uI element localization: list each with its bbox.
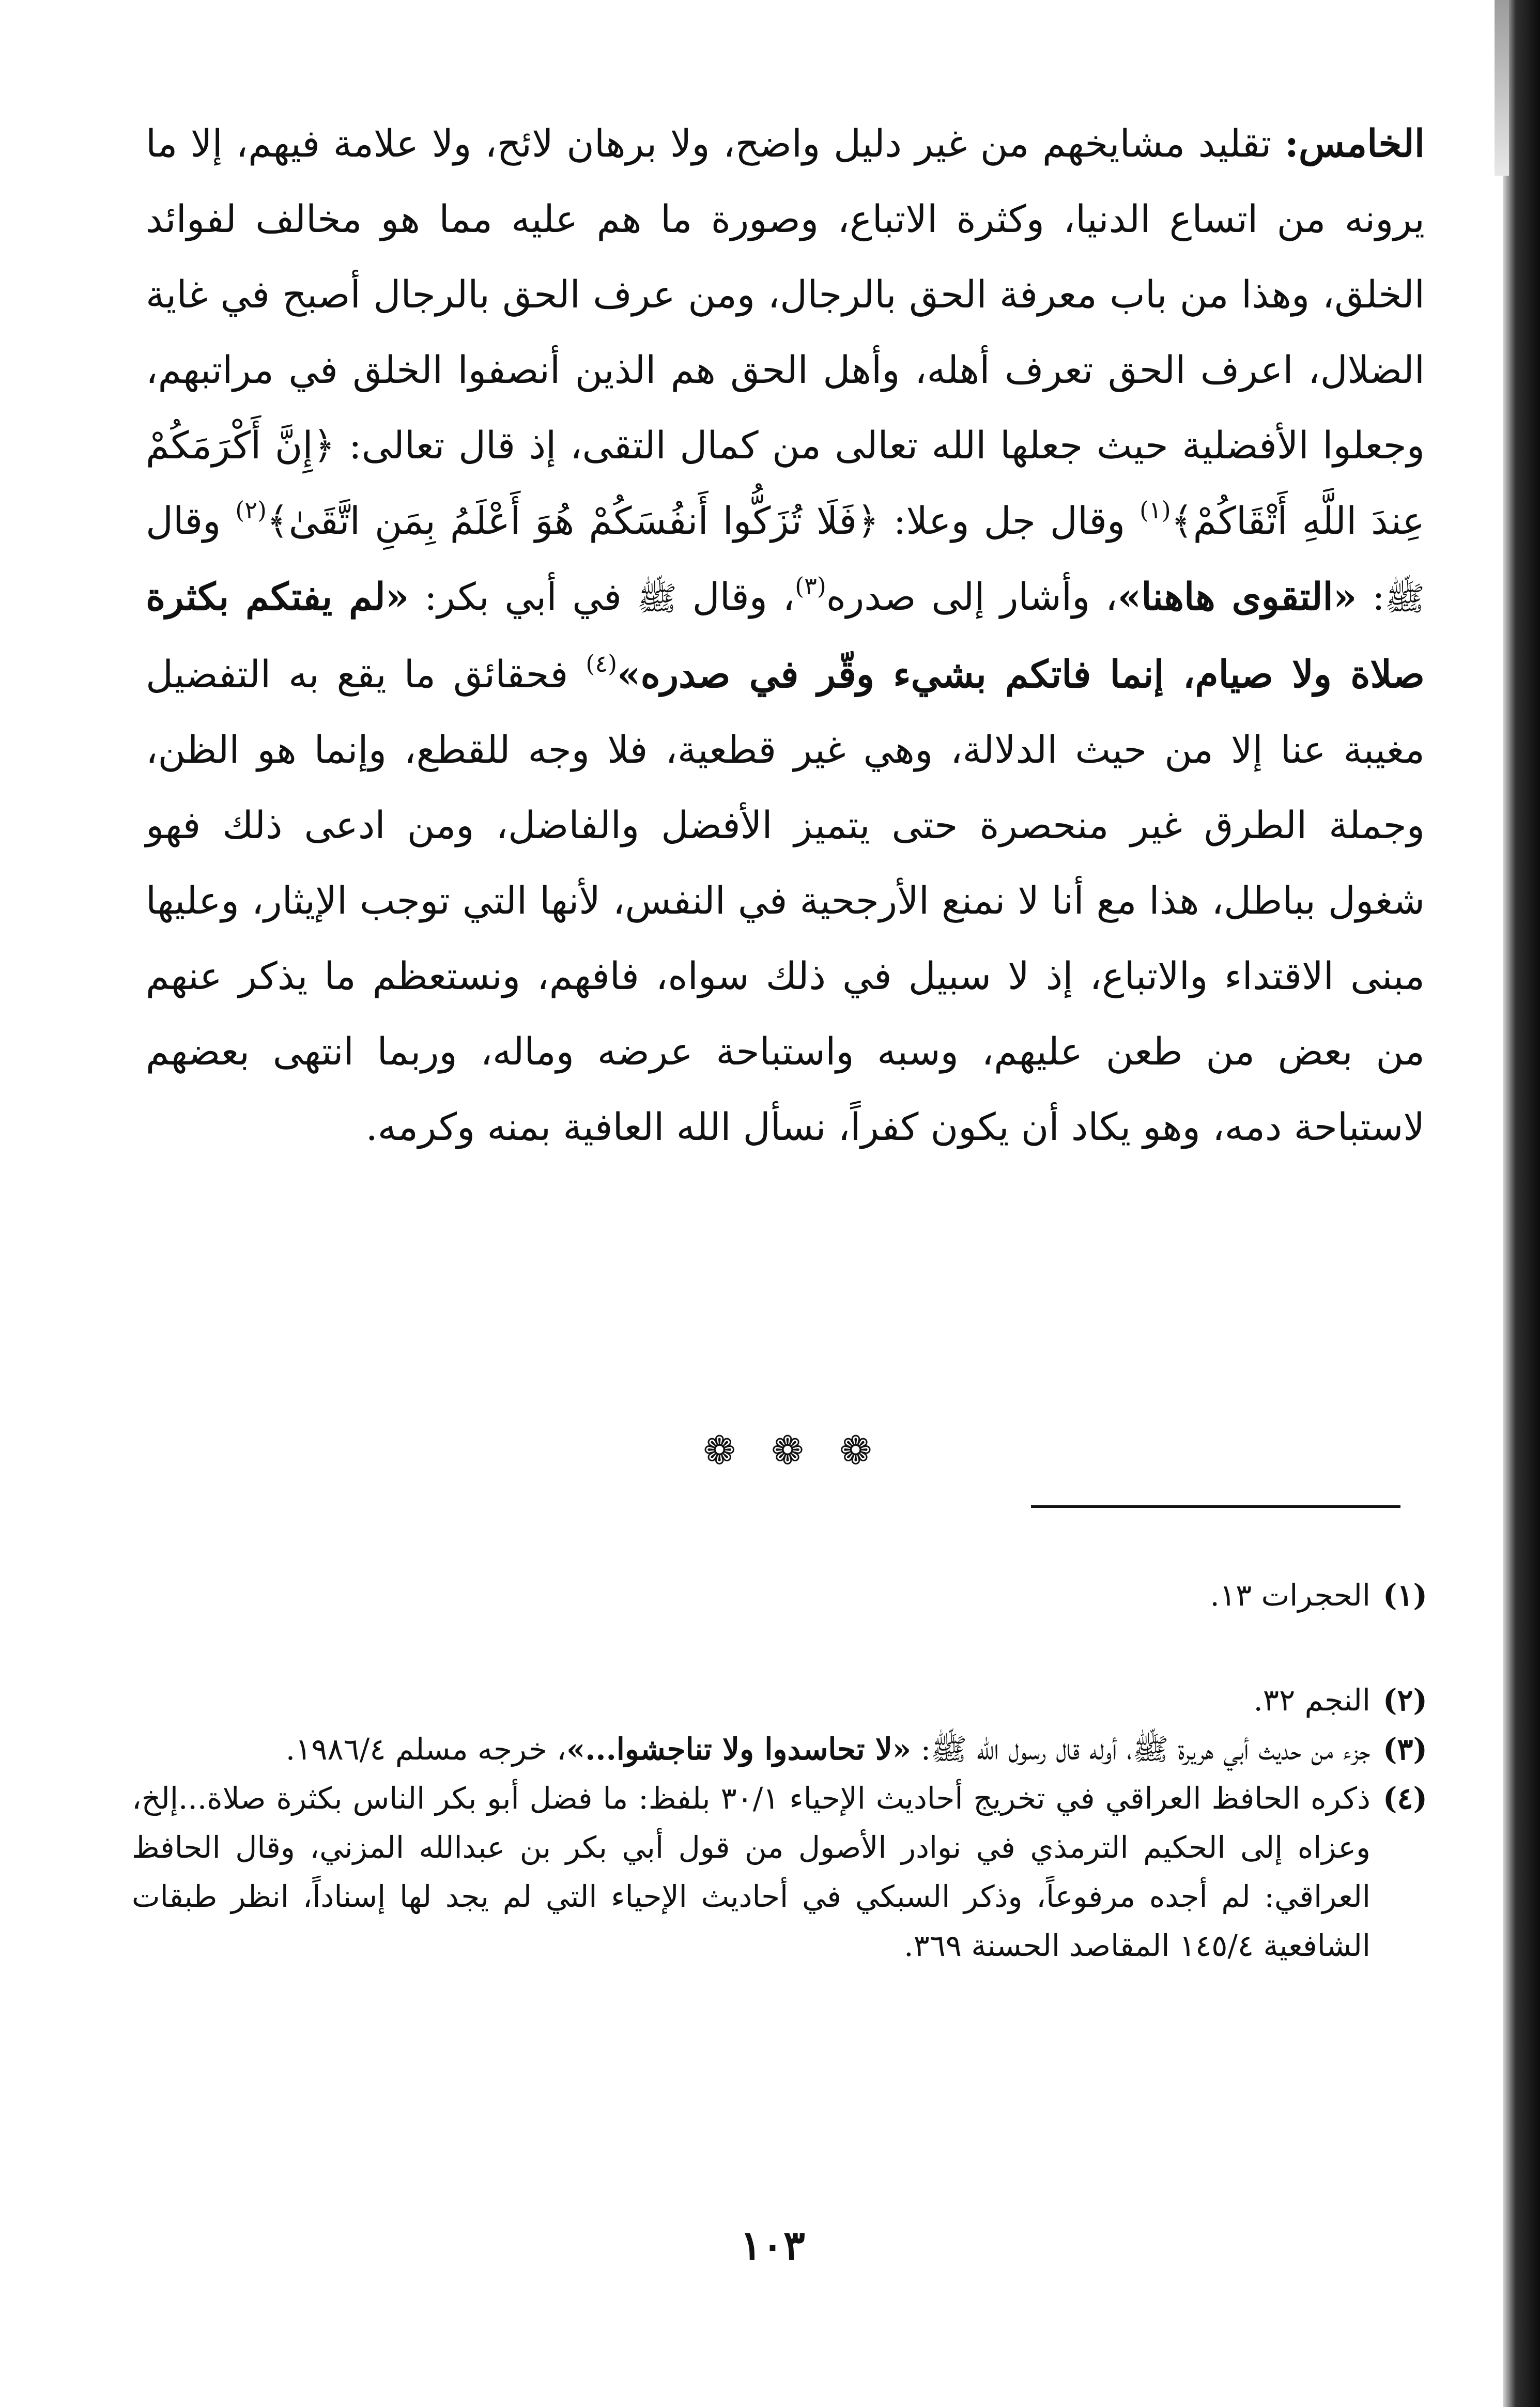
footnote-text: ، خرجه مسلم ١٩٨٦/٤. (285, 1732, 566, 1767)
text-run: وقال جل وعلا: (893, 499, 1126, 543)
hadith-quote: «لم يفتكم بكثرة صلاة ولا صيام، إنما فاتكم بشيء وقّر في صدره» (146, 575, 1425, 697)
text-run: في أبي بكر: (424, 575, 622, 619)
text-run: تقليد مشايخهم من غير دليل واضح، ولا برهان لائح، ولا علامة فيهم، إلا ما يرونه من اتساع الدنيا، وكثرة الاتباع، وصورة ما هم عليه مما هو مخالف لفوائد الخلق، وهذا من باب معرفة الحق بالرجال، ومن عرف الحق بالرجال أصبح في غاية الضلال، اعرف الحق تعرف أهله، وأهل الحق هم الذين أنصفوا الخلق في مراتبهم، وجعلوا الأفضلية حيث جعلها الله تعالى من كمال التقى، إذ قال تعالى: (146, 122, 1425, 468)
quran-verse: ﴿فَلَا تُزَكُّوا أَنفُسَكُمْ هُوَ أَعْلَمُ بِمَنِ اتَّقَىٰ﴾ (266, 499, 879, 543)
section-divider-ornament: ❁ ❁ ❁ (703, 1427, 884, 1473)
hadith-quote: «التقوى هاهنا» (1117, 575, 1357, 619)
footnote-number: (١) (1382, 1578, 1427, 1613)
footnote-3 (132, 1725, 1427, 1774)
honorific-glyph: ﷺ (1384, 580, 1425, 618)
footnote-1 (132, 1571, 1427, 1620)
text-run: وقال (146, 499, 221, 543)
footnote-text: ذكره الحافظ العراقي في تخريج أحاديث الإحياء ٣٠/١ بلفظ: ما فضل أبو بكر الناس بكثرة صلاة...إلخ، وعزاه إلى الحكيم الترمذي في نوادر الأصول من قول أبي بكر بن عبدالله المزني، وقال الحافظ العراقي: لم أجده مرفوعاً، وذكر السبكي في أحاديث الإحياء التي لم يجد لها إسناداً، انظر طبقات الشافعية ١٤٥/٤ المقاصد الحسنة ٣٦٩. (132, 1781, 1370, 1963)
footnote-4 (132, 1774, 1427, 1970)
main-text-body (146, 106, 1425, 1165)
footnote-number: (٣) (1382, 1732, 1427, 1767)
footnote-separator (1031, 1505, 1400, 1508)
page-binding-edge (1503, 0, 1540, 2407)
footnote-text: الحجرات ١٣. (1210, 1578, 1370, 1613)
footnote-text: النجم ٣٢. (1253, 1683, 1370, 1718)
section-lead: الخامس: (1284, 121, 1425, 166)
quran-verse: ﴿إِنَّ أَكْرَمَكُمْ عِندَ اللَّهِ أَتْقَاكُمْ﴾ (146, 424, 1425, 543)
text-run: : (1372, 575, 1385, 619)
footnote-number: (٢) (1382, 1683, 1427, 1718)
footnotes (132, 1571, 1427, 1970)
footnote-2 (132, 1676, 1427, 1725)
text-run: فحقائق ما يقع به التفضيل مغيبة عنا إلا من حيث الدلالة، وهي غير قطعية، فلا وجه للقطع، وإنما هو الظن، وجملة الطرق غير منحصرة حتى يتميز الأفضل والفاضل، ومن ادعى ذلك فهو شغول بباطل، هذا مع أنا لا نمنع الأرجحية في النفس، لأنها التي توجب الإيثار، وعليها مبنى الاقتداء والاتباع، إذ لا سبيل في ذلك سواه، فافهم، ونستعظم ما يذكر عنهم من بعض من طعن عليهم، وسبه واستباحة عرضه وماله، وربما انتهى بعضهم لاستباحة دمه، وهو يكاد أن يكون كفراً، نسأل الله العافية بمنه وكرمه. (146, 653, 1425, 1149)
footnote-ref: (١) (1139, 496, 1171, 524)
page-number: ١٠٣ (740, 2222, 805, 2269)
footnote-text: جزء من حديث أبي هريرة ﷺ، أوله قال رسول الله ﷺ: (920, 1732, 1370, 1767)
page-binding-shadow (1495, 0, 1509, 176)
footnote-hadith: «لا تحاسدوا ولا تناجشوا...» (566, 1732, 912, 1767)
footnote-number: (٤) (1382, 1781, 1427, 1816)
honorific-glyph: ﷺ (637, 580, 677, 618)
text-run: ، وقال (692, 575, 795, 619)
footnote-ref: (٤) (586, 650, 618, 677)
main-paragraph (146, 106, 1425, 1165)
text-run: ، وأشار إلى صدره (826, 575, 1118, 619)
footnote-ref: (٣) (795, 572, 826, 600)
footnote-ref: (٢) (235, 496, 267, 524)
